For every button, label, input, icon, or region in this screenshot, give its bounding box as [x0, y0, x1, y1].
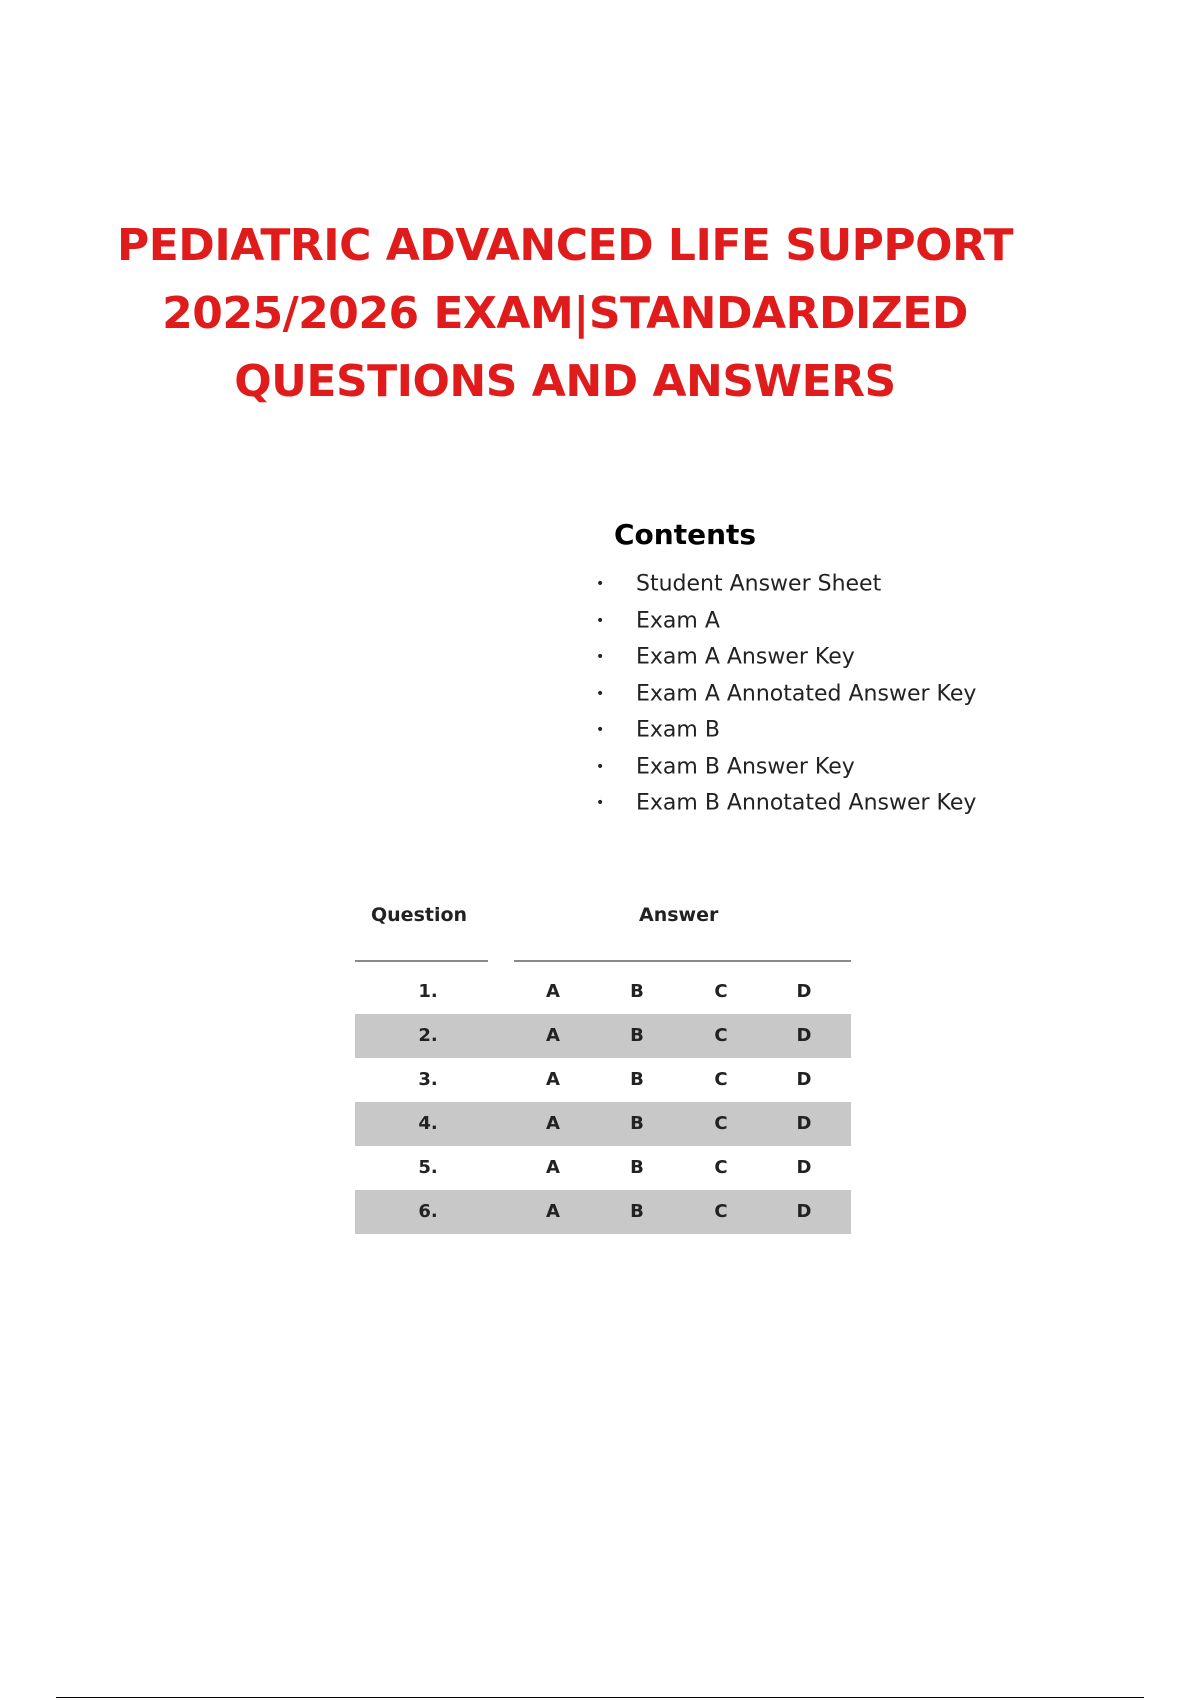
bullet-icon: • [596, 649, 605, 665]
answer-option-a[interactable]: A [546, 1025, 560, 1046]
contents-item [596, 639, 976, 676]
answer-option-d[interactable]: D [796, 1201, 812, 1222]
answer-option-c[interactable]: C [714, 981, 728, 1002]
header-rule-question [355, 960, 488, 962]
answer-option-d[interactable]: D [796, 1025, 812, 1046]
header-rule-answer [514, 960, 851, 962]
contents-item [596, 566, 976, 603]
bullet-icon: • [596, 795, 605, 811]
answer-option-b[interactable]: B [630, 1157, 644, 1178]
answer-option-a[interactable]: A [546, 1113, 560, 1134]
table-row [355, 1058, 851, 1102]
table-row [355, 1102, 851, 1146]
footer-rule [56, 1697, 1144, 1698]
contents-item-label: Exam B Answer Key [636, 753, 855, 779]
answer-option-b[interactable]: B [630, 1113, 644, 1134]
table-row [355, 1190, 851, 1234]
answer-option-a[interactable]: A [546, 981, 560, 1002]
title-line-1: PEDIATRIC ADVANCED LIFE SUPPORT [117, 220, 1013, 271]
title-line-2: 2025/2026 EXAM|STANDARDIZED [162, 288, 968, 339]
question-number: 4. [418, 1113, 438, 1134]
table-body [355, 970, 851, 1234]
contents-item-label: Exam B Annotated Answer Key [636, 790, 977, 816]
answer-option-c[interactable]: C [714, 1201, 728, 1222]
contents-item [596, 712, 976, 749]
bullet-icon: • [596, 612, 605, 629]
answer-option-d[interactable]: D [796, 981, 812, 1002]
table-header [355, 900, 851, 960]
answer-option-c[interactable]: C [714, 1113, 728, 1134]
answer-option-a[interactable]: A [546, 1157, 560, 1178]
table-row [355, 1146, 851, 1190]
contents-item [596, 603, 976, 640]
contents-item-label: Exam A [636, 607, 720, 633]
answer-option-a[interactable]: A [546, 1069, 560, 1090]
title-line-3: QUESTIONS AND ANSWERS [234, 356, 896, 407]
contents-item [596, 676, 976, 713]
contents-item-label: Exam B [636, 717, 720, 743]
answer-option-d[interactable]: D [796, 1157, 812, 1178]
answer-option-b[interactable]: B [630, 1025, 644, 1046]
question-number: 3. [418, 1069, 438, 1090]
column-header-answer: Answer [639, 904, 719, 926]
contents-item-label: Exam A Answer Key [636, 644, 855, 670]
table-row [355, 1014, 851, 1058]
contents-list [596, 566, 976, 822]
question-number: 6. [418, 1201, 438, 1222]
answer-option-c[interactable]: C [714, 1069, 728, 1090]
answer-option-b[interactable]: B [630, 981, 644, 1002]
contents-item [596, 785, 976, 822]
question-number: 1. [418, 981, 438, 1002]
bullet-icon: • [596, 576, 605, 592]
question-number: 5. [418, 1157, 438, 1178]
contents-heading: Contents [614, 518, 757, 551]
column-header-question: Question [371, 904, 468, 926]
answer-option-c[interactable]: C [714, 1025, 728, 1046]
contents-item-label: Exam A Annotated Answer Key [636, 680, 977, 706]
document-title [60, 212, 1070, 416]
answer-option-b[interactable]: B [630, 1069, 644, 1090]
contents-item [596, 749, 976, 786]
contents-item-label: Student Answer Sheet [636, 571, 882, 597]
question-number: 2. [418, 1025, 438, 1046]
answer-option-b[interactable]: B [630, 1201, 644, 1222]
answer-option-c[interactable]: C [714, 1157, 728, 1178]
bullet-icon: • [596, 722, 605, 738]
bullet-icon: • [596, 685, 605, 702]
answer-sheet-table [355, 900, 851, 1222]
table-row [355, 970, 851, 1014]
answer-option-d[interactable]: D [796, 1069, 812, 1090]
answer-option-d[interactable]: D [796, 1113, 812, 1134]
answer-option-a[interactable]: A [546, 1201, 560, 1222]
bullet-icon: • [596, 758, 605, 775]
